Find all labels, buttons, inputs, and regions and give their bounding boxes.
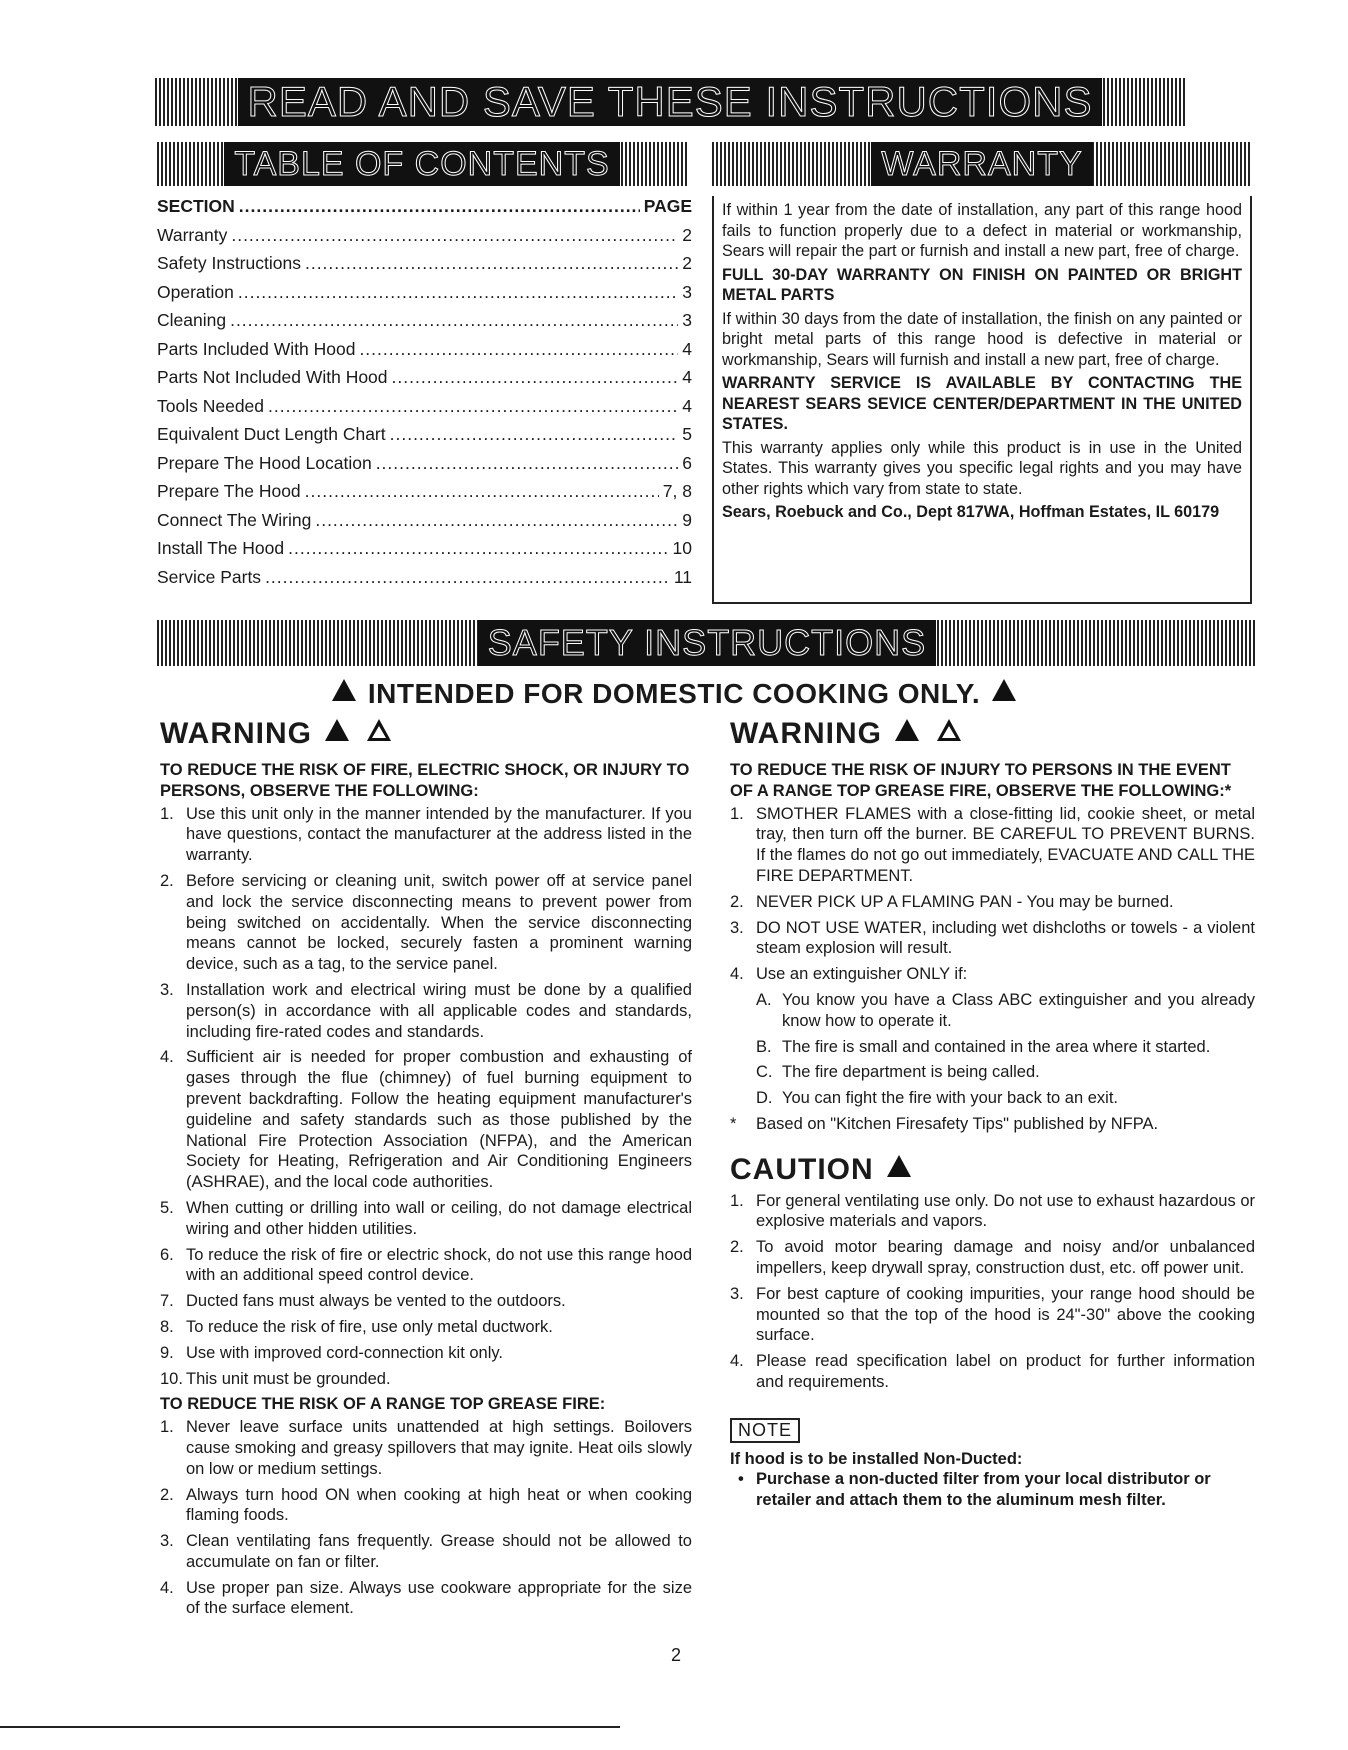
extinguisher-item (730, 1088, 1255, 1109)
left-warning-item (160, 1317, 692, 1338)
warranty-box (712, 196, 1252, 604)
toc-row (157, 567, 692, 596)
toc-banner-title: TABLE OF CONTENTS (224, 142, 619, 186)
left-warning-item-number: 6. (160, 1245, 174, 1264)
toc-row-label: Prepare The Hood (157, 481, 301, 501)
left-column (160, 716, 692, 1624)
left-warning-item-text: To reduce the risk of fire or electric shock, do not use this range hood with an additional speed control device. (186, 1245, 692, 1285)
left-warning-item (160, 1245, 692, 1287)
page-number: 2 (671, 1645, 682, 1665)
toc-row (157, 453, 692, 482)
footnote-text: Based on "Kitchen Firesafety Tips" published by NFPA. (756, 1114, 1159, 1133)
toc-rows (157, 225, 692, 596)
main-banner (155, 78, 1185, 126)
extinguisher-item-text: You know you have a Class ABC extinguisher and you already know how to operate it. (782, 990, 1255, 1030)
extinguisher-item-number: A. (756, 990, 772, 1009)
toc-row (157, 481, 692, 510)
grease-fire-item-text: Use proper pan size. Always use cookware appropriate for the size of the surface element. (186, 1578, 692, 1618)
toc-leader-dots (265, 567, 670, 588)
right-column (730, 716, 1255, 1511)
caution-item-text: Please read specification label on product for further information and requirements. (756, 1352, 1255, 1391)
left-warning-item-number: 4. (160, 1048, 174, 1067)
toc-row-page: 2 (682, 253, 692, 273)
toc-row-page: 6 (682, 452, 692, 473)
left-warning-item-number: 7. (160, 1292, 174, 1311)
extinguisher-item-number: D. (756, 1089, 773, 1108)
right-warning-label: WARNING (730, 717, 882, 750)
intended-line (0, 678, 1348, 710)
warranty-banner-title: WARRANTY (871, 142, 1092, 186)
caution-label: CAUTION (730, 1152, 874, 1186)
right-warning-item-text: SMOTHER FLAMES with a close-fitting lid, cookie sheet, or metal tray, then turn off the burner. BE CAREFUL TO PREVENT BURNS. If the flames do not go out immediately, EVACUATE AND CALL THE FIRE DEPARTMENT. (756, 804, 1255, 885)
warranty-address: Sears, Roebuck and Co., Dept 817WA, Hoffman Estates, IL 60179 (722, 503, 1220, 521)
toc-row-page: 3 (682, 281, 692, 302)
warning-triangle-icon (887, 1155, 911, 1177)
toc-row (157, 310, 692, 339)
left-warning-item-text: To reduce the risk of fire, use only metal ductwork. (186, 1317, 553, 1336)
extinguisher-item (730, 1062, 1255, 1083)
toc-row-label: Connect The Wiring (157, 509, 312, 530)
extinguisher-item (730, 1037, 1255, 1058)
note-line: If hood is to be installed Non-Ducted: (730, 1449, 1023, 1468)
right-warning-item-text: Use an extinguisher ONLY if: (756, 965, 968, 984)
toc-leader-dots (390, 424, 679, 445)
warning-triangle-icon (332, 679, 356, 701)
main-banner-title: READ AND SAVE THESE INSTRUCTIONS (238, 78, 1103, 126)
toc-row (157, 282, 692, 311)
grease-fire-item-number: 3. (160, 1532, 174, 1551)
safety-banner (157, 620, 1257, 666)
toc-page-header: PAGE (643, 196, 692, 216)
caution-item-text: For best capture of cooking impurities, your range hood should be mounted so that the top of the hood is 24"-30" above the cooking surface. (756, 1284, 1255, 1345)
right-warning-title (730, 716, 1255, 752)
extinguisher-item-number: C. (756, 1063, 773, 1082)
toc-row-label: Parts Included With Hood (157, 338, 356, 359)
toc-row-page: 5 (682, 424, 692, 444)
toc-row-label: Safety Instructions (157, 253, 301, 273)
right-warning-item (730, 892, 1255, 913)
extinguisher-item-text: You can fight the fire with your back to an exit. (782, 1089, 1119, 1108)
footnote (730, 1114, 1255, 1135)
toc-leader-dots (288, 538, 668, 559)
caution-title (730, 1152, 1255, 1186)
right-warning-item-number: 1. (730, 804, 744, 823)
left-warning-item-number: 10. (160, 1369, 183, 1388)
caution-item-number: 1. (730, 1191, 744, 1210)
warning-triangle-icon (325, 719, 349, 741)
toc-row-page: 3 (682, 310, 692, 330)
caution-item (730, 1191, 1255, 1233)
caution-item (730, 1351, 1255, 1393)
toc-leader-dots (315, 510, 678, 531)
table-of-contents (157, 196, 692, 595)
toc-row-label: Service Parts (157, 566, 262, 587)
warranty-paragraph-1: If within 1 year from the date of installation, any part of this range hood fails to function properly due to a defect in material or workmanship, Sears will repair the part or furnish and install a new part, free of charge. (722, 201, 1242, 260)
toc-row-page: 10 (672, 538, 692, 558)
left-warning-label: WARNING (160, 717, 312, 750)
toc-row-label: Prepare The Hood Location (157, 452, 372, 473)
toc-row-label: Warranty (157, 224, 228, 245)
toc-row-label: Parts Not Included With Hood (157, 367, 388, 387)
right-warning-item (730, 918, 1255, 960)
right-warning-item-number: 2. (730, 892, 744, 911)
left-warning-item-text: Installation work and electrical wiring must be done by a qualified person(s) in accordance with all applicable codes and standards, including fire-rated codes and standards. (186, 980, 692, 1041)
left-warning-item-number: 8. (160, 1317, 174, 1336)
note-label-box: NOTE (730, 1418, 800, 1443)
toc-row-label: Install The Hood (157, 538, 285, 558)
grease-fire-item-number: 1. (160, 1418, 174, 1437)
caution-item-number: 2. (730, 1238, 744, 1257)
left-warning-item-number: 1. (160, 804, 174, 823)
toc-leader-dots (376, 453, 679, 474)
right-warning-item (730, 964, 1255, 985)
left-warning-item-number: 5. (160, 1198, 174, 1217)
bullet-icon: • (738, 1470, 744, 1489)
grease-fire-item (160, 1578, 692, 1620)
left-warning-item-number: 9. (160, 1343, 174, 1362)
left-warning-item-text: Before servicing or cleaning unit, switch power off at service panel and lock the service disconnecting means to prevent power from being switched on accidentally. When the service disconnecting means cannot be locked, securely fasten a prominent warning device, such as a tag, to the service panel. (186, 871, 692, 974)
toc-row (157, 538, 692, 567)
toc-row-page: 2 (682, 224, 692, 245)
left-warning-item (160, 1343, 692, 1364)
toc-row-label: Equivalent Duct Length Chart (157, 424, 386, 444)
caution-item (730, 1237, 1255, 1279)
toc-leader-dots (238, 282, 678, 303)
left-warning-item-text: Use this unit only in the manner intended by the manufacturer. If you have questions, contact the manufacturer at the address listed in the warranty. (186, 804, 692, 865)
warranty-service-heading: WARRANTY SERVICE IS AVAILABLE BY CONTACTING THE NEAREST SEARS SEVICE CENTER/DEPARTMENT IN THE UNITED STATES. (722, 374, 1242, 433)
left-warning-item (160, 1198, 692, 1240)
grease-fire-item-number: 2. (160, 1485, 174, 1504)
warning-triangle-outline-icon (937, 719, 961, 741)
extinguisher-item-text: The fire department is being called. (782, 1063, 1040, 1082)
toc-row-label: Tools Needed (157, 395, 265, 416)
warranty-paragraph-3: This warranty applies only while this product is in use in the United States. This warranty gives you specific legal rights and you may have other rights which vary from state to state. (722, 438, 1242, 498)
left-warning-list (160, 804, 692, 1390)
grease-fire-item-text: Clean ventilating fans frequently. Grease should not be allowed to accumulate on fan or filter. (186, 1532, 692, 1571)
toc-row-page: 4 (682, 338, 692, 359)
toc-banner (157, 142, 687, 186)
extinguisher-item (730, 990, 1255, 1032)
right-warning-item-text: DO NOT USE WATER, including wet dishcloths or towels - a violent steam explosion will result. (756, 918, 1255, 958)
right-warning-item-number: 3. (730, 918, 744, 937)
toc-header-row (157, 196, 692, 225)
extinguisher-conditions-list (730, 990, 1255, 1109)
toc-row (157, 225, 692, 254)
toc-leader-dots (392, 367, 679, 388)
toc-leader-dots (305, 481, 659, 502)
caution-list (730, 1191, 1255, 1393)
toc-row-page: 4 (682, 367, 692, 387)
grease-fire-item-text: Always turn hood ON when cooking at high heat or when cooking flaming foods. (186, 1485, 692, 1525)
right-warning-list (730, 804, 1255, 985)
left-warning-item (160, 871, 692, 975)
warning-triangle-icon (992, 679, 1016, 701)
grease-fire-list (160, 1417, 692, 1619)
right-warning-item-number: 4. (730, 965, 744, 984)
warning-triangle-icon (895, 719, 919, 741)
caution-item-number: 3. (730, 1284, 744, 1303)
right-warning-item (730, 804, 1255, 887)
grease-fire-item (160, 1531, 692, 1573)
toc-row-page: 9 (682, 509, 692, 530)
caution-item (730, 1284, 1255, 1346)
bottom-rule (0, 1726, 620, 1728)
left-warning-item (160, 980, 692, 1042)
extinguisher-item-number: B. (756, 1037, 772, 1056)
left-warning-item (160, 1369, 692, 1390)
safety-banner-title: SAFETY INSTRUCTIONS (478, 620, 936, 666)
left-warning-item-text: Ducted fans must always be vented to the outdoors. (186, 1292, 566, 1311)
toc-section-header: SECTION (157, 196, 235, 216)
intended-text: INTENDED FOR DOMESTIC COOKING ONLY. (367, 678, 981, 709)
toc-row (157, 367, 692, 396)
toc-leader-dots (230, 310, 678, 331)
grease-fire-heading: TO REDUCE THE RISK OF A RANGE TOP GREASE FIRE: (160, 1395, 606, 1414)
toc-row (157, 253, 692, 282)
warranty-paragraph-2: If within 30 days from the date of installation, the finish on any painted or bright metal parts of this range hood is defective in material or workmanship, Sears will furnish and install a new part, free of charge. (722, 309, 1242, 369)
right-warning-heading: TO REDUCE THE RISK OF INJURY TO PERSONS IN THE EVENT OF A RANGE TOP GREASE FIRE, OBSERVE THE FOLLOWING:* (730, 761, 1232, 800)
warranty-banner (712, 142, 1252, 186)
left-warning-item-text: Sufficient air is needed for proper combustion and exhausting of gases through the flue (chimney) of fuel burning equipment to prevent backdrafting. Follow the heating equipment manufacturer's guideline and safety standards such as those published by the National Fire Protection Association (NFPA), and the American Society for Heating, Refrigeration and Air Conditioning Engineers (ASHRAE), and the local code authorities. (186, 1048, 692, 1192)
grease-fire-item-text: Never leave surface units unattended at high settings. Boilovers cause smoking and greasy spillovers that may ignite. Heat oils slowly on low or medium settings. (186, 1418, 692, 1478)
toc-row-page: 11 (673, 566, 692, 587)
warning-triangle-outline-icon (367, 719, 391, 741)
toc-leader-dots (231, 225, 678, 246)
left-warning-heading: TO REDUCE THE RISK OF FIRE, ELECTRIC SHOCK, OR INJURY TO PERSONS, OBSERVE THE FOLLOWING: (160, 761, 690, 800)
right-warning-item-text: NEVER PICK UP A FLAMING PAN - You may be burned. (756, 892, 1174, 911)
toc-row-label: Operation (157, 281, 234, 302)
left-warning-item (160, 1047, 692, 1193)
toc-leader-dots (305, 253, 678, 274)
toc-row (157, 339, 692, 368)
toc-leader-dots (268, 396, 678, 417)
grease-fire-item (160, 1485, 692, 1527)
toc-row-page: 7, 8 (662, 481, 692, 501)
caution-item-text: To avoid motor bearing damage and noisy and/or unbalanced impellers, keep drywall spray, construction dust, etc. off power unit. (756, 1238, 1255, 1277)
toc-row (157, 510, 692, 539)
toc-row-page: 4 (682, 395, 692, 416)
grease-fire-item-number: 4. (160, 1578, 174, 1597)
grease-fire-item (160, 1417, 692, 1479)
left-warning-item-number: 3. (160, 980, 174, 999)
left-warning-item-text: Use with improved cord-connection kit only. (186, 1343, 503, 1362)
toc-row (157, 424, 692, 453)
caution-item-number: 4. (730, 1352, 744, 1371)
toc-leader-dots (359, 339, 678, 360)
left-warning-item-number: 2. (160, 871, 174, 890)
toc-row (157, 396, 692, 425)
warranty-finish-heading: FULL 30-DAY WARRANTY ON FINISH ON PAINTED OR BRIGHT METAL PARTS (722, 265, 1242, 304)
left-warning-item-text: When cutting or drilling into wall or ceiling, do not damage electrical wiring and other hidden utilities. (186, 1198, 692, 1238)
note-bullet (730, 1469, 1255, 1511)
left-warning-title (160, 716, 692, 752)
extinguisher-item-text: The fire is small and contained in the area where it started. (782, 1037, 1211, 1056)
left-warning-item (160, 1291, 692, 1312)
left-warning-item (160, 804, 692, 866)
left-warning-item-text: This unit must be grounded. (186, 1369, 391, 1388)
note-bullet-text: Purchase a non-ducted filter from your local distributor or retailer and attach them to the aluminum mesh filter. (756, 1470, 1211, 1510)
footnote-mark: * (730, 1114, 737, 1133)
caution-item-text: For general ventilating use only. Do not use to exhaust hazardous or explosive materials and vapors. (756, 1191, 1255, 1231)
toc-row-label: Cleaning (157, 310, 227, 330)
